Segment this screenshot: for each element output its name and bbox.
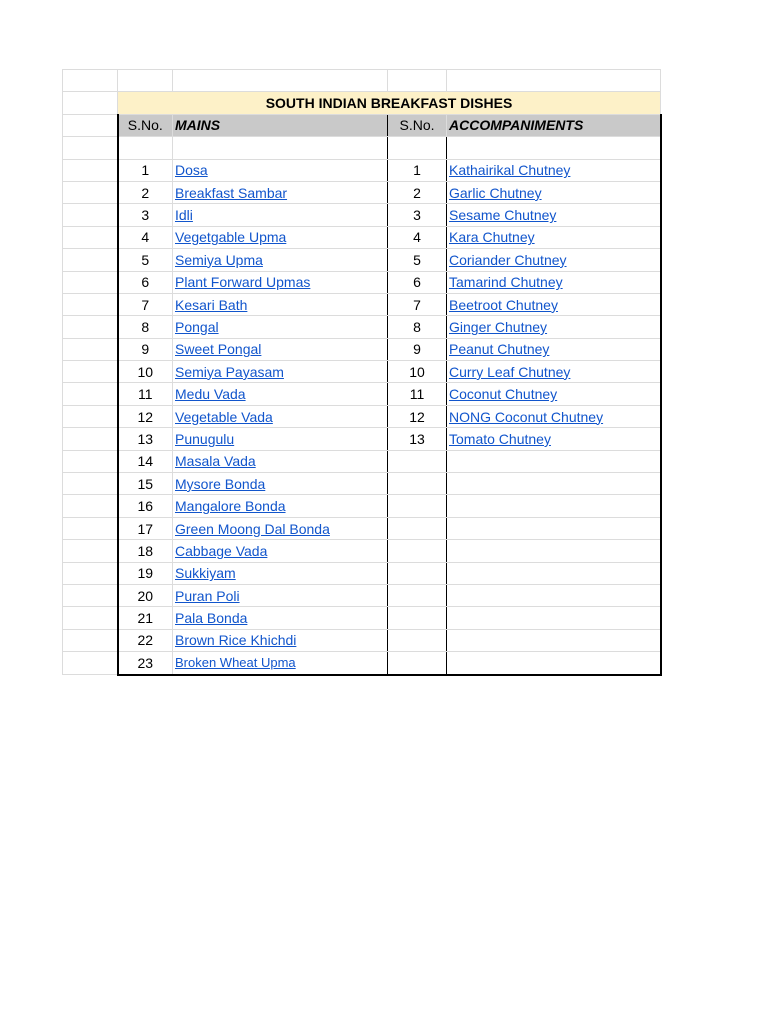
mains-dish-link[interactable]: Semiya Upma bbox=[175, 251, 263, 268]
mains-cell bbox=[173, 293, 388, 315]
table-row bbox=[63, 271, 661, 293]
mains-serial-number: 11 bbox=[118, 383, 173, 405]
mains-dish-link[interactable]: Sweet Pongal bbox=[175, 341, 262, 358]
header-sno-accompaniments: S.No. bbox=[388, 114, 447, 136]
accompaniment-cell bbox=[447, 405, 661, 427]
mains-cell bbox=[173, 584, 388, 606]
table-row bbox=[63, 450, 661, 472]
mains-cell bbox=[173, 226, 388, 248]
mains-serial-number: 8 bbox=[118, 316, 173, 338]
table-row bbox=[63, 249, 661, 271]
mains-serial-number: 16 bbox=[118, 495, 173, 517]
mains-cell bbox=[173, 338, 388, 360]
mains-dish-link[interactable]: Plant Forward Upmas bbox=[175, 274, 311, 291]
accompaniment-cell bbox=[447, 226, 661, 248]
mains-cell bbox=[173, 428, 388, 450]
accompaniment-link[interactable]: Sesame Chutney bbox=[449, 207, 557, 224]
header-mains: MAINS bbox=[173, 114, 388, 136]
table-row bbox=[63, 293, 661, 315]
mains-cell bbox=[173, 249, 388, 271]
accompaniment-cell bbox=[447, 450, 661, 472]
accompaniment-serial-number bbox=[388, 562, 447, 584]
accompaniment-link[interactable]: Garlic Chutney bbox=[449, 184, 542, 201]
mains-serial-number: 23 bbox=[118, 652, 173, 675]
mains-serial-number: 17 bbox=[118, 517, 173, 539]
accompaniment-link[interactable]: Coconut Chutney bbox=[449, 386, 558, 403]
mains-dish-link[interactable]: Masala Vada bbox=[175, 453, 256, 470]
mains-cell bbox=[173, 181, 388, 203]
mains-dish-link[interactable]: Dosa bbox=[175, 162, 208, 179]
accompaniment-cell bbox=[447, 159, 661, 181]
accompaniment-cell bbox=[447, 428, 661, 450]
mains-serial-number: 1 bbox=[118, 159, 173, 181]
mains-dish-link[interactable]: Vegetable Vada bbox=[175, 408, 273, 425]
table-row bbox=[63, 181, 661, 203]
accompaniment-cell bbox=[447, 271, 661, 293]
accompaniment-link[interactable]: Kathairikal Chutney bbox=[449, 162, 571, 179]
sheet-title: SOUTH INDIAN BREAKFAST DISHES bbox=[118, 92, 661, 114]
accompaniment-serial-number: 13 bbox=[388, 428, 447, 450]
table-row bbox=[63, 226, 661, 248]
table-row bbox=[63, 159, 661, 181]
accompaniment-cell bbox=[447, 316, 661, 338]
accompaniment-serial-number bbox=[388, 540, 447, 562]
mains-dish-link[interactable]: Broken Wheat Upma bbox=[175, 655, 296, 671]
mains-dish-link[interactable]: Sukkiyam bbox=[175, 565, 236, 582]
mains-cell bbox=[173, 629, 388, 651]
mains-serial-number: 10 bbox=[118, 361, 173, 383]
mains-dish-link[interactable]: Brown Rice Khichdi bbox=[175, 632, 297, 649]
mains-cell bbox=[173, 383, 388, 405]
spreadsheet-grid bbox=[62, 69, 662, 676]
mains-dish-link[interactable]: Pala Bonda bbox=[175, 610, 248, 627]
accompaniment-serial-number bbox=[388, 495, 447, 517]
accompaniment-serial-number: 4 bbox=[388, 226, 447, 248]
table-row bbox=[63, 540, 661, 562]
mains-serial-number: 2 bbox=[118, 181, 173, 203]
accompaniment-link[interactable]: Coriander Chutney bbox=[449, 251, 567, 268]
mains-dish-link[interactable]: Kesari Bath bbox=[175, 296, 248, 313]
accompaniment-serial-number bbox=[388, 584, 447, 606]
accompaniment-cell bbox=[447, 607, 661, 629]
accompaniment-link[interactable]: Curry Leaf Chutney bbox=[449, 363, 571, 380]
accompaniment-link[interactable]: Beetroot Chutney bbox=[449, 296, 558, 313]
accompaniment-cell bbox=[447, 249, 661, 271]
accompaniment-serial-number bbox=[388, 517, 447, 539]
spacer-row bbox=[63, 70, 661, 92]
table-row bbox=[63, 405, 661, 427]
accompaniment-serial-number: 11 bbox=[388, 383, 447, 405]
accompaniment-serial-number: 1 bbox=[388, 159, 447, 181]
table-row bbox=[63, 338, 661, 360]
accompaniment-serial-number bbox=[388, 629, 447, 651]
mains-dish-link[interactable]: Breakfast Sambar bbox=[175, 184, 288, 201]
mains-cell bbox=[173, 607, 388, 629]
mains-serial-number: 15 bbox=[118, 473, 173, 495]
blank-row bbox=[63, 137, 661, 159]
mains-cell bbox=[173, 652, 388, 675]
table-row bbox=[63, 584, 661, 606]
mains-serial-number: 13 bbox=[118, 428, 173, 450]
mains-cell bbox=[173, 159, 388, 181]
mains-serial-number: 18 bbox=[118, 540, 173, 562]
accompaniment-serial-number: 2 bbox=[388, 181, 447, 203]
accompaniment-cell bbox=[447, 338, 661, 360]
mains-dish-link[interactable]: Idli bbox=[175, 207, 193, 224]
accompaniment-serial-number: 6 bbox=[388, 271, 447, 293]
mains-serial-number: 4 bbox=[118, 226, 173, 248]
accompaniment-serial-number: 12 bbox=[388, 405, 447, 427]
mains-dish-link[interactable]: Pongal bbox=[175, 318, 219, 335]
table-row bbox=[63, 495, 661, 517]
mains-dish-link[interactable]: Puran Poli bbox=[175, 587, 240, 604]
mains-dish-link[interactable]: Punugulu bbox=[175, 430, 235, 447]
mains-serial-number: 22 bbox=[118, 629, 173, 651]
mains-dish-link[interactable]: Vegetgable Upma bbox=[175, 229, 287, 246]
accompaniment-serial-number: 10 bbox=[388, 361, 447, 383]
accompaniment-cell bbox=[447, 495, 661, 517]
mains-serial-number: 12 bbox=[118, 405, 173, 427]
title-row bbox=[63, 92, 661, 114]
accompaniment-link[interactable]: Tamarind Chutney bbox=[449, 274, 563, 291]
mains-cell bbox=[173, 495, 388, 517]
mains-cell bbox=[173, 405, 388, 427]
table-row bbox=[63, 316, 661, 338]
accompaniment-serial-number: 5 bbox=[388, 249, 447, 271]
mains-serial-number: 5 bbox=[118, 249, 173, 271]
table-row bbox=[63, 361, 661, 383]
accompaniment-cell bbox=[447, 584, 661, 606]
accompaniment-serial-number: 9 bbox=[388, 338, 447, 360]
mains-dish-link[interactable]: Medu Vada bbox=[175, 386, 246, 403]
mains-serial-number: 19 bbox=[118, 562, 173, 584]
mains-serial-number: 3 bbox=[118, 204, 173, 226]
accompaniment-serial-number bbox=[388, 652, 447, 675]
mains-serial-number: 21 bbox=[118, 607, 173, 629]
mains-cell bbox=[173, 204, 388, 226]
mains-cell bbox=[173, 517, 388, 539]
table-row bbox=[63, 473, 661, 495]
accompaniment-serial-number: 8 bbox=[388, 316, 447, 338]
mains-serial-number: 6 bbox=[118, 271, 173, 293]
table-row bbox=[63, 428, 661, 450]
accompaniment-cell bbox=[447, 204, 661, 226]
accompaniment-cell bbox=[447, 181, 661, 203]
accompaniment-cell bbox=[447, 540, 661, 562]
table-row bbox=[63, 652, 661, 675]
accompaniment-cell bbox=[447, 629, 661, 651]
table-row bbox=[63, 562, 661, 584]
accompaniment-cell bbox=[447, 383, 661, 405]
accompaniment-cell bbox=[447, 517, 661, 539]
accompaniment-serial-number: 7 bbox=[388, 293, 447, 315]
table-row bbox=[63, 607, 661, 629]
accompaniment-cell bbox=[447, 361, 661, 383]
mains-cell bbox=[173, 540, 388, 562]
accompaniment-cell bbox=[447, 473, 661, 495]
accompaniment-cell bbox=[447, 652, 661, 675]
mains-dish-link[interactable]: Mysore Bonda bbox=[175, 475, 266, 492]
mains-dish-link[interactable]: Semiya Payasam bbox=[175, 363, 284, 380]
accompaniment-link[interactable]: Kara Chutney bbox=[449, 229, 535, 246]
accompaniment-serial-number bbox=[388, 450, 447, 472]
mains-dish-link[interactable]: Cabbage Vada bbox=[175, 542, 268, 559]
header-accompaniments: ACCOMPANIMENTS bbox=[447, 114, 661, 136]
accompaniment-serial-number bbox=[388, 607, 447, 629]
table-row bbox=[63, 517, 661, 539]
mains-cell bbox=[173, 271, 388, 293]
mains-cell bbox=[173, 473, 388, 495]
mains-dish-link[interactable]: Green Moong Dal Bonda bbox=[175, 520, 330, 537]
accompaniment-serial-number bbox=[388, 473, 447, 495]
mains-cell bbox=[173, 316, 388, 338]
mains-cell bbox=[173, 361, 388, 383]
accompaniment-cell bbox=[447, 293, 661, 315]
mains-dish-link[interactable]: Mangalore Bonda bbox=[175, 498, 286, 515]
mains-cell bbox=[173, 450, 388, 472]
accompaniment-cell bbox=[447, 562, 661, 584]
accompaniment-serial-number: 3 bbox=[388, 204, 447, 226]
mains-cell bbox=[173, 562, 388, 584]
accompaniment-link[interactable]: NONG Coconut Chutney bbox=[449, 408, 604, 425]
header-row bbox=[63, 114, 661, 136]
mains-serial-number: 20 bbox=[118, 584, 173, 606]
table-row bbox=[63, 204, 661, 226]
accompaniment-link[interactable]: Tomato Chutney bbox=[449, 430, 551, 447]
accompaniment-link[interactable]: Peanut Chutney bbox=[449, 341, 550, 358]
mains-serial-number: 9 bbox=[118, 338, 173, 360]
mains-serial-number: 14 bbox=[118, 450, 173, 472]
table-row bbox=[63, 629, 661, 651]
accompaniment-link[interactable]: Ginger Chutney bbox=[449, 318, 548, 335]
table-row bbox=[63, 383, 661, 405]
header-sno-mains: S.No. bbox=[118, 114, 173, 136]
mains-serial-number: 7 bbox=[118, 293, 173, 315]
